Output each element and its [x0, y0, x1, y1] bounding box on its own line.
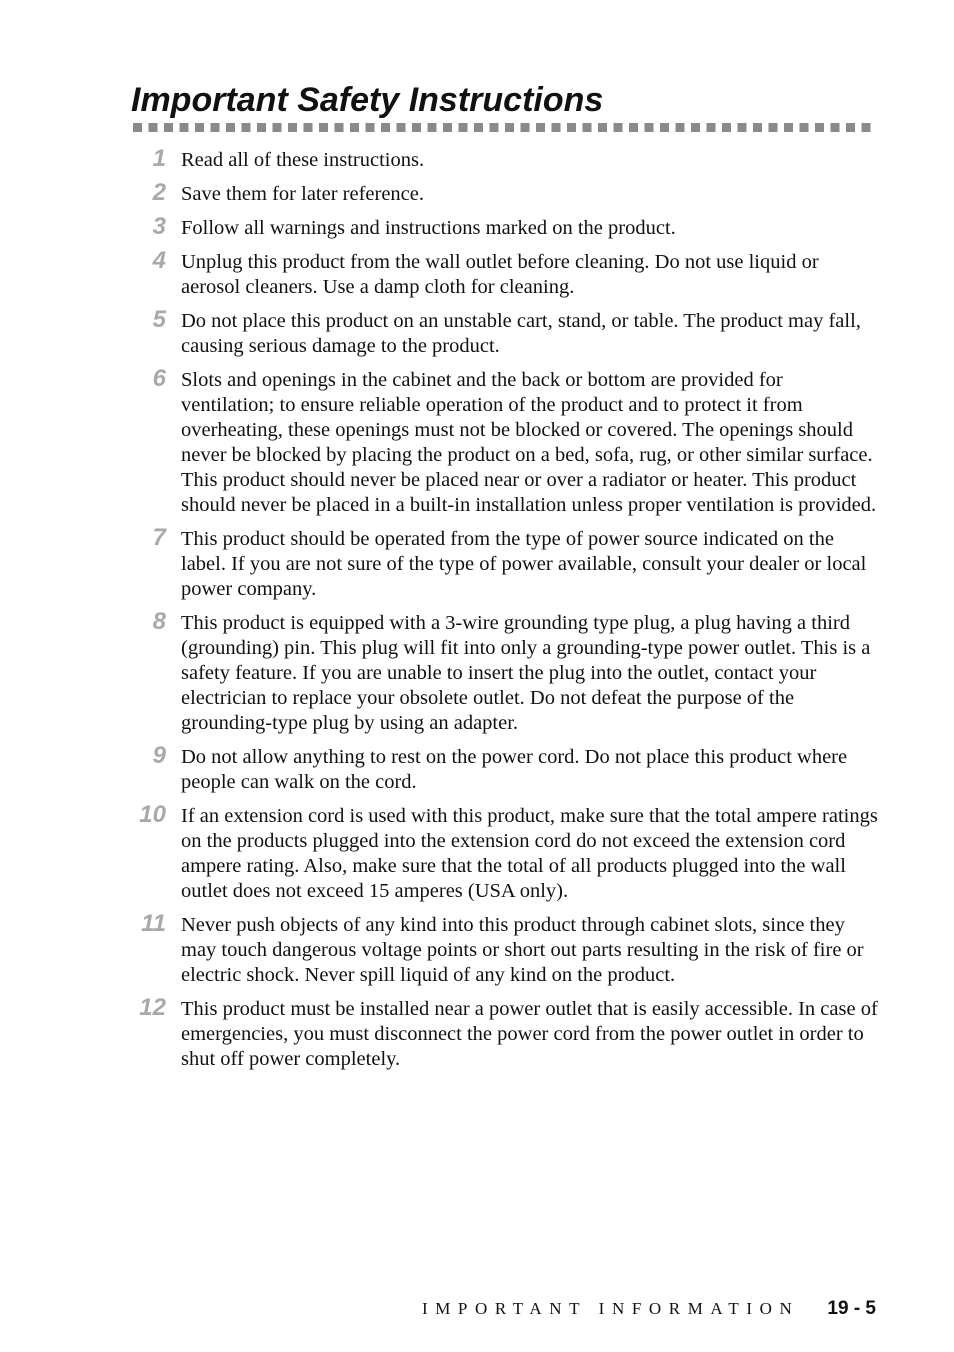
instruction-text: This product is equipped with a 3-wire grounding type plug, a plug having a third (grounding) pin. This plug will fit into only a grounding-type power outlet. This is a safety feature. If you are unable to insert the plug into the outlet, contact your electrician to replace your obsolete outlet. Do not defeat the purpose of the grounding-type plug by using an adapter. — [181, 612, 871, 734]
instruction-number: 11 — [141, 910, 166, 937]
instruction-item — [152, 306, 881, 359]
page-title: Important Safety Instructions — [131, 81, 604, 119]
instruction-text: Save them for later reference. — [181, 183, 425, 205]
instruction-item — [152, 608, 881, 736]
instruction-text: Follow all warnings and instructions marked on the product. — [181, 217, 676, 239]
instruction-item — [152, 145, 881, 173]
instruction-number: 12 — [139, 994, 166, 1021]
instruction-item — [139, 801, 881, 904]
instruction-item — [141, 910, 881, 988]
safety-instructions-list — [139, 145, 881, 1081]
instruction-text: This product should be operated from the type of power source indicated on the label. If you are not sure of the type of power available, consult your dealer or local power company. — [181, 528, 867, 600]
instruction-number: 2 — [152, 179, 166, 206]
instruction-number: 8 — [152, 608, 166, 635]
instruction-text: Read all of these instructions. — [181, 149, 425, 171]
instruction-number: 6 — [152, 365, 166, 392]
instruction-number: 9 — [152, 742, 166, 769]
instruction-number: 4 — [152, 247, 166, 274]
instruction-item — [152, 213, 881, 241]
instruction-number: 7 — [152, 524, 166, 551]
page-number: 19 - 5 — [827, 1298, 876, 1319]
instruction-item — [152, 365, 881, 518]
instruction-text: Do not allow anything to rest on the power cord. Do not place this product where people can walk on the cord. — [181, 746, 848, 793]
page-footer — [422, 1298, 876, 1320]
instruction-text: Unplug this product from the wall outlet before cleaning. Do not use liquid or aerosol cleaners. Use a damp cloth for cleaning. — [181, 251, 819, 298]
instruction-text: This product must be installed near a power outlet that is easily accessible. In case of emergencies, you must disconnect the power cord from the power outlet in order to shut off power completely. — [181, 998, 878, 1070]
dotted-divider — [133, 123, 875, 132]
instruction-text: Never push objects of any kind into this product through cabinet slots, since they may touch dangerous voltage points or short out parts resulting in the risk of fire or electric shock. Never spill liquid of any kind on the product. — [181, 914, 864, 986]
instruction-number: 3 — [152, 213, 166, 240]
instruction-text: If an extension cord is used with this product, make sure that the total ampere ratings on the products plugged into the extension cord do not exceed the extension cord ampere rating. Also, make sure that the total of all products plugged into the wall outlet does not exceed 15 amperes (USA only). — [181, 805, 878, 902]
instruction-number: 1 — [152, 145, 166, 172]
instruction-number: 10 — [139, 801, 166, 828]
instruction-item — [139, 994, 881, 1072]
instruction-text: Slots and openings in the cabinet and the back or bottom are provided for ventilation; to ensure reliable operation of the product and to protect it from overheating, these openings must not be blocked or covered. The openings should never be blocked by placing the product on a bed, sofa, rug, or other similar surface. This product should never be placed near or over a radiator or heater. This product should never be placed in a built-in installation unless proper ventilation is provided. — [181, 369, 877, 516]
instruction-text: Do not place this product on an unstable cart, stand, or table. The product may fall, causing serious damage to the product. — [181, 310, 861, 357]
instruction-number: 5 — [152, 306, 166, 333]
instruction-item — [152, 742, 881, 795]
instruction-item — [152, 524, 881, 602]
instruction-item — [152, 179, 881, 207]
footer-section-title: IMPORTANT INFORMATION — [421, 1299, 800, 1318]
instruction-item — [152, 247, 881, 300]
